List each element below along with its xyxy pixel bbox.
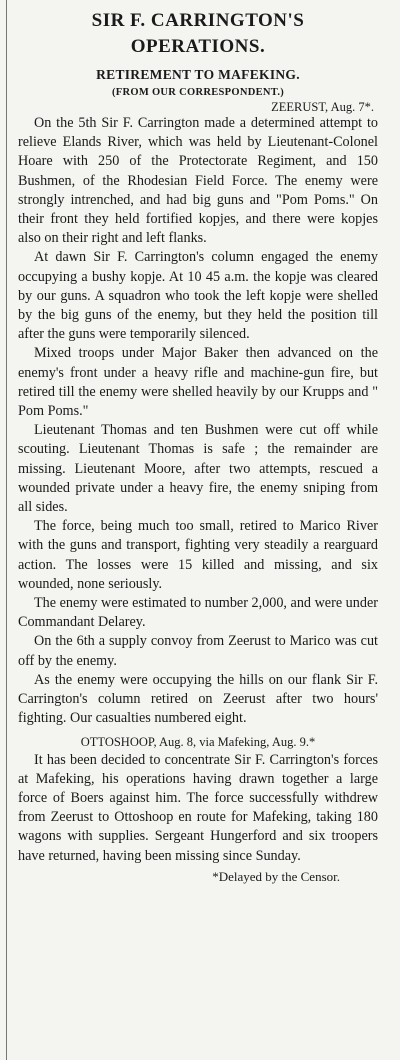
article-paragraph: The enemy were estimated to number 2,000, and were under Commandant Delarey.: [18, 595, 378, 631]
headline-line-1: SIR F. CARRINGTON'S: [91, 10, 305, 31]
correspondent-line: (FROM OUR CORRESPONDENT.): [111, 87, 285, 98]
subheadline: RETIREMENT TO MAFEKING.: [96, 67, 300, 82]
article-paragraph: On the 6th a supply convoy from Zeerust to Marico was cut off by the enemy.: [18, 633, 378, 669]
article-paragraph: Lieutenant Thomas and ten Bushmen were cut off while scouting. Lieutenant Thomas is safe ; the remainder are missing. Lieutenant Moore, after two attempts, rescued a wounded private under a heavy fire, the enemy sniping from all sides.: [18, 422, 378, 516]
dateline-ottoshoop: OTTOSHOOP, Aug. 8, via Mafeking, Aug. 9.*: [80, 734, 316, 749]
article-paragraph: The force, being much too small, retired to Marico River with the guns and transport, fighting very steadily a rearguard action. The losses were 15 killed and missing, and six wounded, none seriously.: [18, 518, 378, 592]
article-paragraph: At dawn Sir F. Carrington's column engaged the enemy occupying a bushy kopje. At 10 45 a.m. the kopje was cleared by our guns. A squadron who took the left kopje were shelled by the big guns of the enemy, but they held the position till after the guns were temporarily silenced.: [18, 249, 378, 343]
article-paragraph: It has been decided to concentrate Sir F. Carrington's forces at Mafeking, his operations having drawn together a large force of Boers against him. The force successfully withdrew from Zeerust to Ottoshoop en route for Mafeking, taking 180 wagons with supplies. Sergeant Hungerford and six troopers have returned, having been missing since Sunday.: [18, 751, 378, 864]
article-paragraph: As the enemy were occupying the hills on our flank Sir F. Carrington's column retired on Zeerust after two hours' fighting. Our casualties numbered eight.: [18, 671, 378, 727]
censor-footnote: *Delayed by the Censor.: [212, 868, 340, 884]
article-paragraph: On the 5th Sir F. Carrington made a determined attempt to relieve Elands River, which was held by Lieutenant-Colonel Hoare with 250 of the Protectorate Regiment, and 150 Bushmen, of the Rhodesian Field Force. The enemy were strongly intrenched, and had big guns and "Pom Poms." On their front they held fortified kopjes, and there were kopjes also on their right and left flanks.: [18, 115, 378, 247]
article-paragraph: Mixed troops under Major Baker then advanced on the enemy's front under a heavy rifle and machine-gun fire, but retired till the enemy were shelled heavily by our Krupps and " Pom Poms.": [18, 345, 378, 420]
headline-line-2: OPERATIONS.: [130, 36, 266, 57]
dateline-zeerust: ZEERUST, Aug. 7*.: [271, 100, 374, 114]
